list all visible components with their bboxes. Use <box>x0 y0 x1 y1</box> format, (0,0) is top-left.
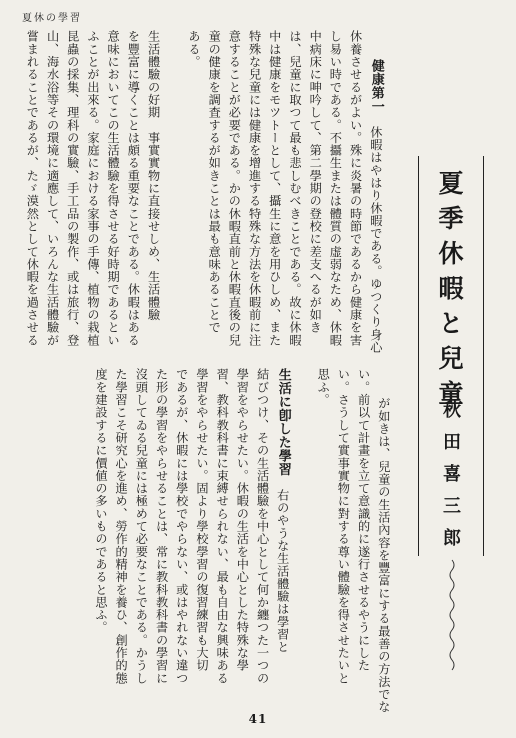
wavy-divider <box>446 560 458 670</box>
author-name: 秋田喜三郎 <box>440 400 461 560</box>
top_block-line: ふことが出來る。家庭における家事の手傳、植物の栽植 <box>85 30 100 347</box>
top_block-line: し易い時である。不攝生または體質の虚弱なため、休暇 <box>328 30 343 347</box>
page-number: 41 <box>248 712 268 726</box>
top_block-line: 山、海水浴等その環境に適應して、いろんな生活體驗が <box>45 30 60 347</box>
section-top-text <box>25 30 406 354</box>
bottom_block-line: た學習こそ研究心を進め、勞作的精神を養ひ、創作的態 <box>114 368 129 685</box>
bottom_block-line: 學習をやらせたい。固より學校學習の復習練習も大切 <box>194 368 209 672</box>
bottom_block-line: であるが、休暇には學校でやらない、或はやれない違つ <box>174 368 189 685</box>
top_block-line: 特殊な兒童には健康を增進する特殊な方法を休暇前に注 <box>247 30 262 347</box>
top_block-line: 意味においてこの生活體驗を得させる好時期であるとい <box>106 30 121 347</box>
top_block-line: 中病床に呻吟して、第二學期の登校に差支へるが如き <box>308 30 323 334</box>
bottom_block-line: い。前以て計畫を立て意識的に遂行させるやうにした <box>356 368 371 672</box>
top_block-line: ある。 <box>186 30 201 68</box>
bottom_block-line: 結びつけ、その生活體驗を中心として何か纏つた一つの <box>255 368 270 685</box>
section-heading: 健康第一 <box>368 58 384 113</box>
bottom_block-line: い。さうして實事實物に對する尊い體驗を得させたいと <box>336 368 351 685</box>
top_block-line: は、兒童に取つて最も悲しむべきことである。故に休暇 <box>287 30 302 347</box>
top_block-line: 意することが必要である。かの休暇直前と休暇直後の兒 <box>227 30 242 347</box>
running-head: 夏休の學習 <box>22 13 82 24</box>
bottom_block-line: 度を建設するに價値の多いものであると思ふ。 <box>93 368 108 634</box>
top_block-line: 中は健康をモツトーとして、攝生に意を用ひしめ、また <box>267 30 282 347</box>
top_block-line: 童の健康を調査するが如きことは最も意味あることで <box>207 30 222 334</box>
section-heading: 生活に卽した學習 <box>275 368 291 476</box>
top_block-line: 嘗まれることであるが、たゞ漠然として休暇を過させる <box>25 30 40 347</box>
top_block-line: を豐富に導くことは頗る重要なことである。休暇はある <box>126 30 141 347</box>
top_block-line: 休養させるがよい。殊に炎暑の時節であるから健康を害 <box>348 30 363 347</box>
bottom_block-line: 生活に卽した學習 右のやうな生活體驗は學習と <box>275 368 291 654</box>
bottom_block-line: た形の學習をやらせることは、常に教科教科書の學習に <box>154 368 169 685</box>
top_block-line: 健康第一 休暇はやはり休暇である。ゆつくり身心 <box>368 58 384 354</box>
bottom_block-line: 沒頭してゐる兒童には極めて必要なことである。かうし <box>134 368 149 685</box>
top_block-line: 昆蟲の採集、理科の實驗、手工品の製作、或は旅行、登 <box>65 30 80 347</box>
top_block-line: 生活體驗の好期 事實實物に直接せしめ、生活體驗 <box>146 30 161 321</box>
bottom_block-line: 學習をやらせたい。休暇の生活を中心とした特殊な學 <box>235 368 250 672</box>
bottom_block-line: が如きは、兒童の生活內容を豐富にする最善の方法でな <box>376 396 391 714</box>
bottom_block-line: 思ふ。 <box>316 368 331 406</box>
article-title: 夏季休暇と兒童 <box>435 170 464 415</box>
bottom_block-line: 習、教科教科書に束縛せられない、最も自由な興味ある <box>215 368 230 685</box>
section-bottom-text <box>92 368 414 714</box>
